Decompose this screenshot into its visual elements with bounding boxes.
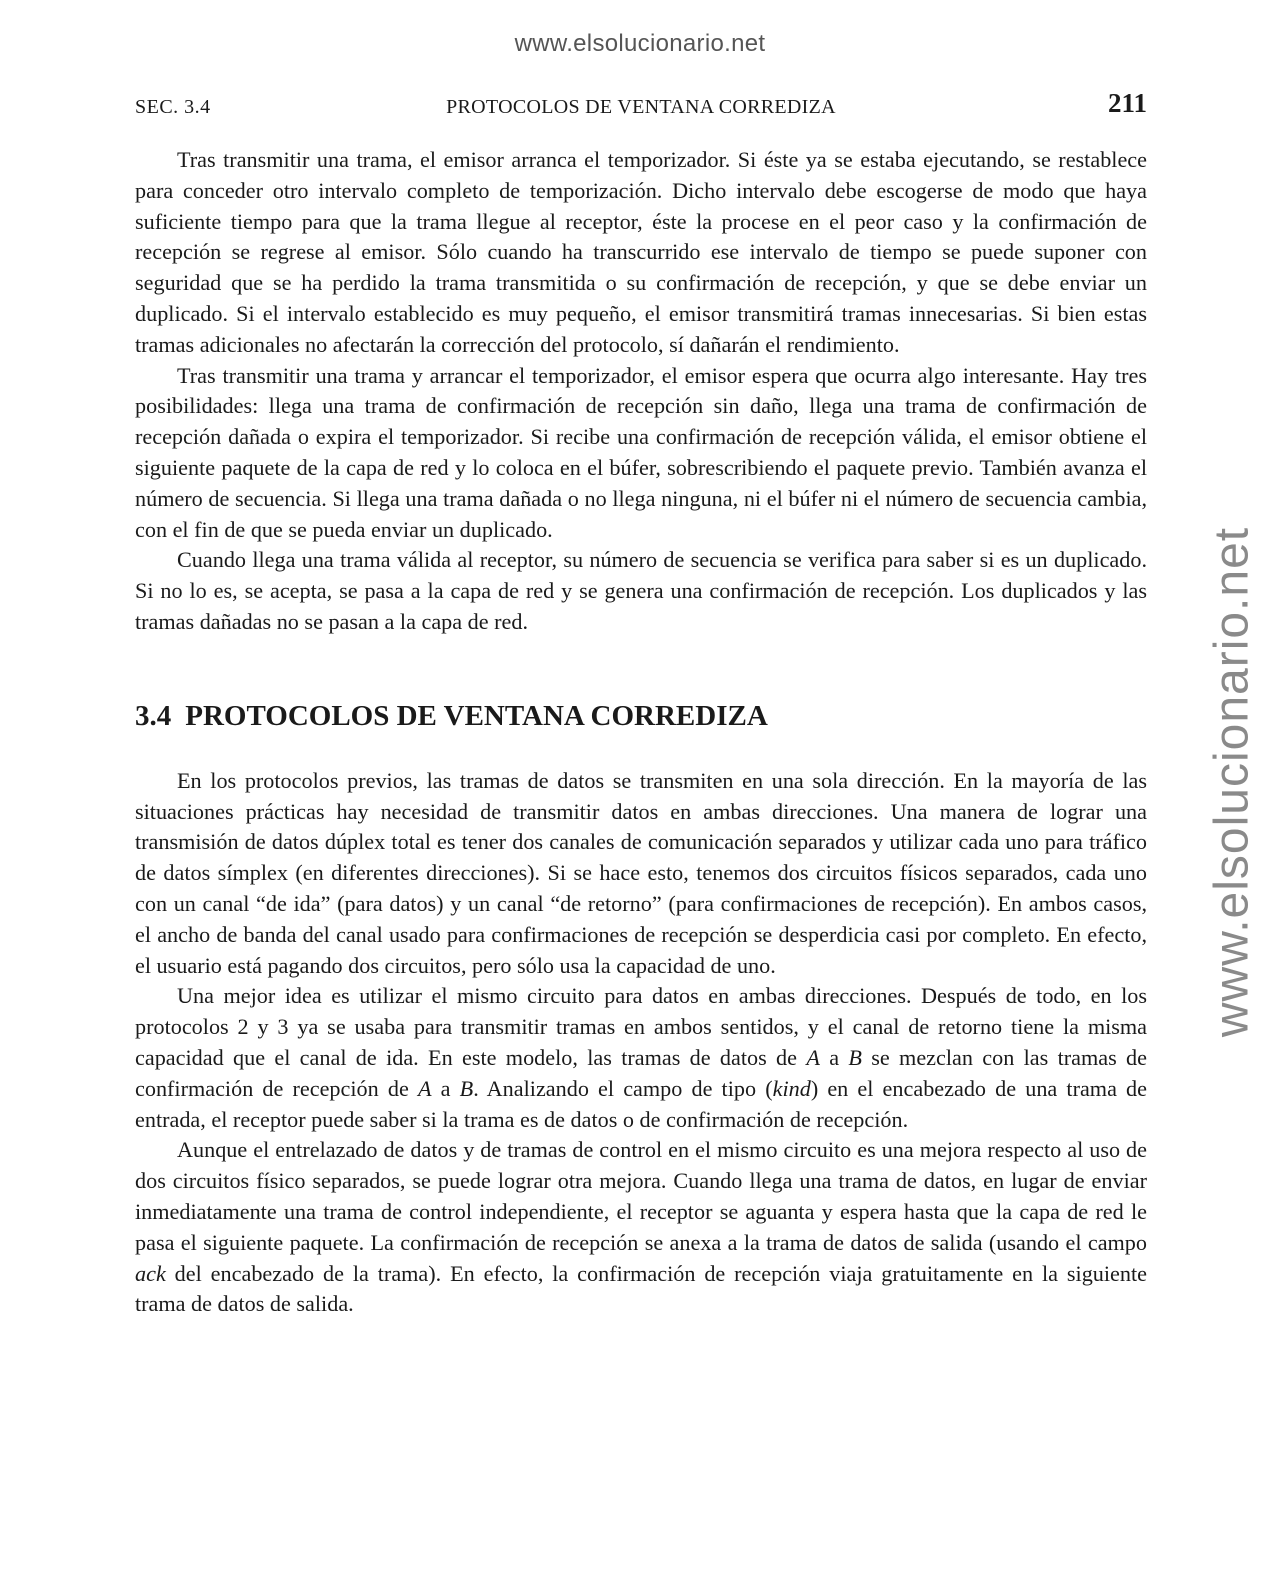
section-heading [135,698,1147,734]
paragraph: Tras transmitir una trama y arrancar el temporizador, el emisor espera que ocurra algo interesante. Hay tres posibilidades: llega una trama de confirmación de recepción sin daño, llega una trama de confirmación de recepción dañada o expira el temporizador. Si recibe una confirmación de recepción válida, el emisor obtiene el siguiente paquete de la capa de red y lo coloca en el búfer, sobrescribiendo el paquete previo. También avanza el número de secuencia. Si llega una trama dañada o no llega ninguna, ni el búfer ni el número de secuencia cambia, con el fin de que se pueda enviar un duplicado. [135,362,1147,542]
italic-var: B [459,1075,474,1101]
text-run: a [819,1044,849,1070]
watermark-top: www.elsolucionario.net [514,30,766,57]
running-head-section: SEC. 3.4 [135,96,211,118]
italic-var: B [848,1044,862,1070]
text-run: se mezclan con las tramas de confirmación de recepción de [135,1044,1147,1101]
text-run: . Analizando el campo de tipo ( [473,1075,773,1101]
text-run: ) en el encabezado de una trama de entrada, el receptor puede saber si la trama es de datos o de confirmación de recepción. [135,1075,1147,1132]
paragraph [135,1135,1147,1320]
italic-term: kind [772,1075,811,1101]
text-run: del encabezado de la trama). En efecto, la confirmación de recepción viaja gratuitamente en la siguiente trama de datos de salida. [135,1260,1147,1317]
page-body [135,145,1147,1320]
paragraph: Tras transmitir una trama, el emisor arranca el temporizador. Si éste ya se estaba ejecutando, se restablece para conceder otro intervalo completo de temporización. Dicho intervalo debe escogerse de modo que haya suficiente tiempo para que la trama llegue al receptor, éste la procese en el peor caso y la confirmación de recepción se regrese al emisor. Sólo cuando ha transcurrido ese intervalo de tiempo se puede suponer con seguridad que se ha perdido la trama transmitida o su confirmación de recepción, y que se debe enviar un duplicado. Si el intervalo establecido es muy pequeño, el emisor transmitirá tramas innecesarias. Si bien estas tramas adicionales no afectarán la corrección del protocolo, sí dañarán el rendimiento. [135,147,1147,357]
text-run: a [431,1075,460,1101]
page-number: 211 [1107,88,1147,118]
italic-var: A [806,1044,820,1070]
paragraph: Cuando llega una trama válida al receptor, su número de secuencia se verifica para saber si es un duplicado. Si no lo es, se acepta, se pasa a la capa de red y se genera una confirmación de recepción. Los duplicados y las tramas dañadas no se pasan a la capa de red. [135,547,1147,634]
text-run: Aunque el entrelazado de datos y de tramas de control en el mismo circuito es una mejora respecto al uso de dos circuitos físico separados, se puede lograr otra mejora. Cuando llega una trama de datos, en lugar de enviar inmediatamente una trama de control independiente, el receptor se aguanta y espera hasta que la capa de red le pasa el siguiente paquete. La confirmación de recepción se anexa a la trama de datos de salida (usando el campo [135,1137,1147,1255]
running-head [135,88,1147,124]
paragraph [135,981,1147,1135]
italic-var: A [417,1075,432,1101]
section-number: 3.4 [135,699,172,732]
watermark-side: www.elsolucionario.net [1205,526,1259,1038]
paragraph: En los protocolos previos, las tramas de datos se transmiten en una sola dirección. En la mayoría de las situaciones prácticas hay necesidad de transmitir datos en ambas direcciones. Una manera de lograr una transmisión de datos dúplex total es tener dos canales de comunicación separados y utilizar cada uno para tráfico de datos símplex (en diferentes direcciones). Si se hace esto, tenemos dos circuitos físicos separados, cada uno con un canal “de ida” (para datos) y un canal “de retorno” (para confirmaciones de recepción). En ambos casos, el ancho de banda del canal usado para confirmaciones de recepción se desperdicia casi por completo. En efecto, el usuario está pagando dos circuitos, pero sólo usa la capacidad de uno. [135,767,1147,978]
section-title: PROTOCOLOS DE VENTANA CORREDIZA [185,699,768,732]
text-run: Una mejor idea es utilizar el mismo circuito para datos en ambas direcciones. Después de todo, en los protocolos 2 y 3 ya se usaba para transmitir tramas en ambos sentidos, y el canal de retorno tiene la misma capacidad que el canal de ida. En este modelo, las tramas de datos de [135,983,1147,1070]
italic-term: ack [135,1260,166,1286]
running-head-title: PROTOCOLOS DE VENTANA CORREDIZA [446,96,836,118]
